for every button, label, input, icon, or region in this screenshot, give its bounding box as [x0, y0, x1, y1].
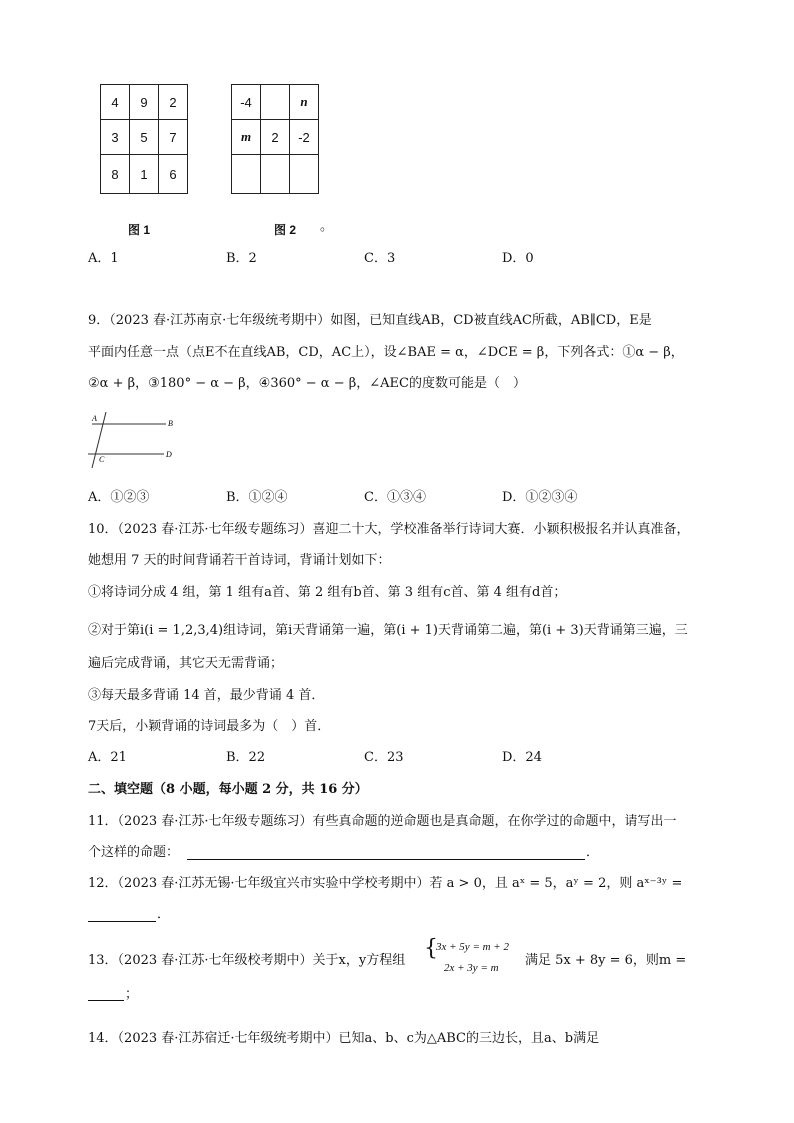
- grid-cell: 4: [101, 85, 130, 120]
- grid-cell: 3: [101, 120, 130, 155]
- grid-cell: -2: [290, 120, 319, 155]
- label-c: C: [99, 455, 105, 464]
- q9-line-3: ②α + β，③180° − α − β，④360° − α − β，∠AEC的度数可能是（ ）: [88, 376, 526, 391]
- grid-cell: [261, 155, 290, 194]
- grid-cell: 7: [159, 120, 188, 155]
- q10-option-a: A．21: [88, 750, 127, 765]
- parallel-lines-figure: [86, 412, 186, 472]
- q12-end-mark: ．: [157, 907, 171, 922]
- q11-answer-blank[interactable]: [187, 859, 585, 860]
- q11-line-2: 个这样的命题：: [88, 845, 180, 860]
- grid-cell: 8: [101, 155, 130, 194]
- q10-line-1: 10．（2023 春·江苏·七年级专题练习）喜迎二十大，学校准备举行诗词大赛．小颖积极报名并认真准备，: [88, 522, 690, 537]
- q8-option-d: D．0: [502, 251, 534, 266]
- figure-1-caption: 图 1: [128, 223, 151, 237]
- q13-prefix: 13．（2023 春·江苏·七年级校考期中）关于x，y方程组: [88, 953, 406, 968]
- q13-suffix: 满足 5x + 8y = 6，则m =: [525, 953, 687, 968]
- q11-end-mark: ．: [586, 845, 600, 860]
- grid-cell: [290, 155, 319, 194]
- q11-line-1: 11．（2023 春·江苏·七年级专题练习）有些真命题的逆命题也是真命题，在你学过的命题中，请写出一: [88, 814, 677, 829]
- q9-option-b: B．①②④: [226, 490, 288, 505]
- q8-option-a: A．1: [88, 251, 119, 266]
- q10-option-d: D．24: [502, 750, 542, 765]
- q8-option-c: C．3: [364, 251, 396, 266]
- q12-line-1: 12．（2023 春·江苏无锡·七年级宜兴市实验中学校考期中）若 a > 0，且 aˣ = 5，aʸ = 2，则 aˣ⁻³ʸ =: [88, 876, 683, 891]
- grid-cell: 2: [261, 120, 290, 155]
- grid-cell: n: [290, 85, 319, 120]
- system-brace: {: [424, 936, 438, 961]
- grid-cell: 6: [159, 155, 188, 194]
- q10-line-2: 她想用 7 天的时间背诵若干首诗词，背诵计划如下：: [88, 553, 391, 568]
- grid-cell: 5: [130, 120, 159, 155]
- q10-line-6: ③每天最多背诵 14 首，最少背诵 4 首．: [88, 688, 325, 703]
- q10-option-c: C．23: [364, 750, 404, 765]
- q9-line-2: 平面内任意一点（点E不在直线AB，CD，AC上），设∠BAE = α，∠DCE = β，下列各式：①α − β，: [88, 345, 684, 360]
- q13-equation-1: 3x + 5y = m + 2: [436, 941, 509, 953]
- q9-option-c: C．①③④: [364, 490, 426, 505]
- q10-option-b: B．22: [226, 750, 266, 765]
- label-b: B: [168, 419, 173, 428]
- q12-answer-blank[interactable]: [88, 921, 156, 922]
- grid-cell: 1: [130, 155, 159, 194]
- grid-cell: -4: [232, 85, 261, 120]
- magic-square-figure-2: [231, 84, 319, 194]
- grid-cell: [261, 85, 290, 120]
- figure-2-caption: 图 2: [274, 223, 297, 237]
- q8-option-b: B．2: [226, 251, 257, 266]
- q14-line-1: 14．（2023 春·江苏宿迁·七年级统考期中）已知a、b、c为△ABC的三边长，且a、b满足: [88, 1031, 600, 1046]
- q9-line-1: 9．（2023 春·江苏南京·七年级统考期中）如图，已知直线AB，CD被直线AC所截，AB∥CD，E是: [88, 313, 652, 328]
- q9-option-a: A．①②③: [88, 490, 150, 505]
- q13-equation-2: 2x + 3y = m: [444, 962, 499, 974]
- q9-option-d: D．①②③④: [502, 490, 578, 505]
- magic-square-figure-1: [100, 84, 188, 194]
- grid-cell: 9: [130, 85, 159, 120]
- q10-line-5: 遍后完成背诵，其它天无需背诵；: [88, 656, 284, 671]
- grid-cell: m: [232, 120, 261, 155]
- q10-line-3: ①将诗词分成 4 组，第 1 组有a首、第 2 组有b首、第 3 组有c首、第 4 组有d首；: [88, 585, 567, 600]
- grid-cell: [232, 155, 261, 194]
- grid-cell: 2: [159, 85, 188, 120]
- q10-line-7: 7天后，小颖背诵的诗词最多为（ ）首．: [88, 719, 331, 734]
- q13-end-mark: ；: [125, 987, 139, 1002]
- q10-line-4: ②对于第i(i = 1,2,3,4)组诗词，第i天背诵第一遍，第(i + 1)天背诵第二遍，第(i + 3)天背诵第三遍，三: [88, 623, 688, 638]
- label-d: D: [166, 450, 172, 459]
- figure-2-trailing-mark: 。: [320, 219, 334, 234]
- section-heading-fill-in: 二、填空题（8 小题，每小题 2 分，共 16 分）: [88, 782, 368, 797]
- q13-answer-blank[interactable]: [88, 1000, 124, 1001]
- label-a: A: [92, 414, 97, 423]
